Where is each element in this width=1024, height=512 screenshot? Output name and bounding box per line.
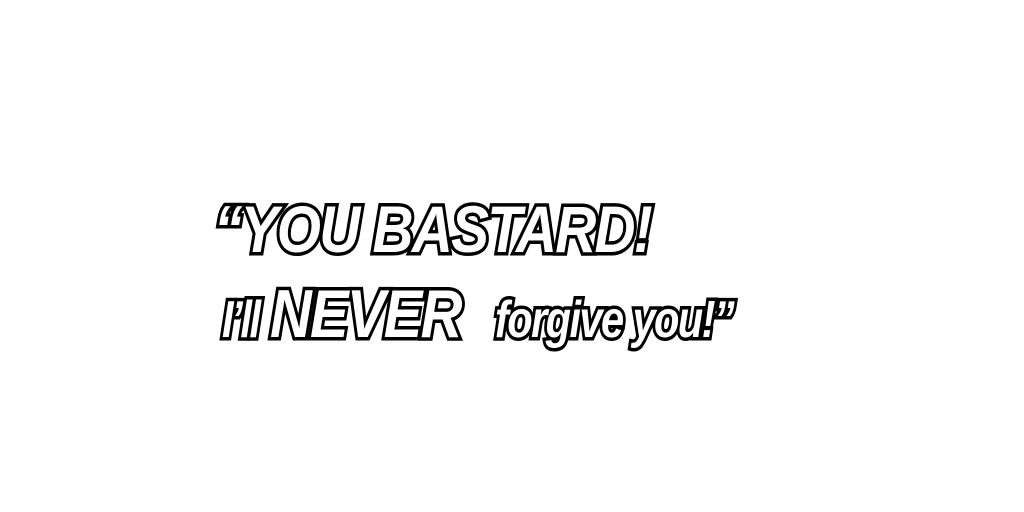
dialogue-line-2: [222, 276, 793, 352]
dialogue-phrase-forgive-you: forgive you!”: [494, 291, 734, 349]
dialogue-word-ill: I’ll: [222, 291, 259, 349]
dialogue-line-1: “YOU BASTARD!: [214, 192, 651, 266]
dialogue-word-never: NEVER: [270, 276, 461, 352]
